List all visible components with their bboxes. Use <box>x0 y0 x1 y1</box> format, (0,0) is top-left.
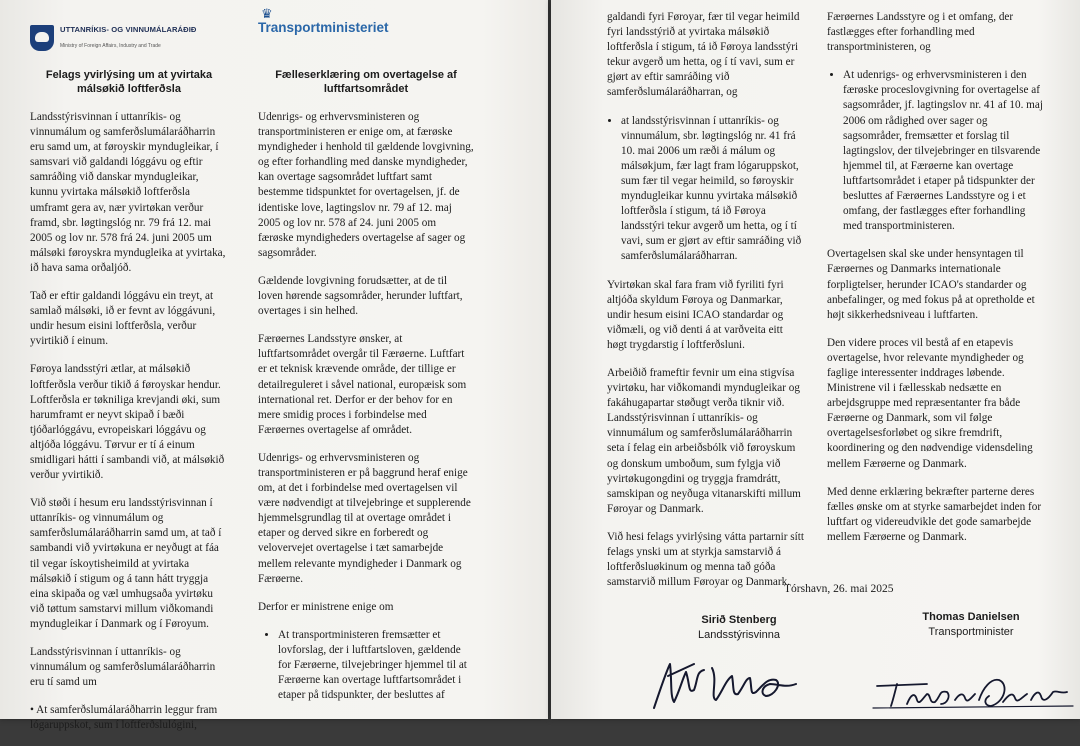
paragraph: Tað er eftir galdandi lóggávu ein treyt, at samlað málsøki, ið er fevnt av lóggávuni, undir hesum eisini loftferðsla, verður yvirtikið í einum. <box>30 290 216 348</box>
list-item: • At udenrigs- og erhvervsministeren i den færøske proceslovgivning for overtagelse af sagsområder, jf. lagtingslov nr. 41 af 10. maj 2006 om rådighed over sager og sagsområder, fremsætter et forslag til lagtingslov, der tilvejebringer en tilsvarende hjemmel til, at Færøerne kan overtage luftfartsområdet i etaper på tidspunkter der besluttes af Færøernes Landsstyre og i et omfang, der fastlægges efter forhandling med transportministeren. <box>843 68 1043 234</box>
bullet-list <box>607 114 805 265</box>
faroese-ministry-logo <box>30 18 228 58</box>
danish-ministry-name: Transportministeriet <box>258 20 389 35</box>
faroese-column-left <box>30 18 228 746</box>
danish-heading: Fælleserklæring om overtagelse af luftfartsområdet <box>275 69 457 95</box>
paragraph: Yvirtøkan skal fara fram við fyriliti fyri altjóða skyldum Føroya og Danmarkar, undir hesum eisini ICAO standardar og viðmæli, og við denti á at varðveita eitt høgt trygdarstig í loftferðsluni. <box>607 278 784 351</box>
signatory-name-faroese: Sirið Stenberg <box>701 614 777 626</box>
paragraph: Færøernes Landsstyre og i et omfang, der fastlægges efter forhandling med transportministeren, og <box>827 11 1014 54</box>
paragraph: Udenrigs- og erhvervsministeren og transportministeren er på baggrund heraf enige om, at det i forbindelse med overtagelsen vil være nødvendigt at tilvejebringe et supplerende hjemmelsgrundlag til at overtage området i etaper og derved sikre en forberedt og velovervejet overtagelse i tæt samarbejde mellem relevante myndigheder i Danmark og Færøerne. <box>258 451 471 585</box>
paragraph: Færøernes Landsstyre ønsker, at luftfartsområdet overgår til Færøerne. Luftfart er et teknisk krævende område, der tillige er detailreguleret i såvel national, europæisk som international ret. Derfor er der behov for en mere smidig proces i forbindelse med Færøernes overtagelse af området. <box>258 333 467 436</box>
signatory-title-danish: Transportminister <box>928 626 1014 638</box>
paragraph: Overtagelsen skal ske under hensyntagen til Færøernes og Danmarks internationale forpligtelser, herunder ICAO's standarder og anbefalinger, og med fokus på at opretholde et højt sikkerhedsniveau i luftfarten. <box>827 248 1035 321</box>
faroese-ministry-name: UTTANRÍKIS- OG VINNUMÁLARÁÐIÐ <box>60 25 197 35</box>
danish-column-right <box>827 10 1043 558</box>
signatory-name-danish: Thomas Danielsen <box>922 611 1020 623</box>
paragraph: Við støði í hesum eru landsstýrisvinnan í uttanríkis- og vinnumálum og samferðslumálaráðharrin samd um, at tað í sambandi við yvirtøkuna er neyðugt at fáa til vegar ískoytisheimild at yvirtaka málsøkið í stigum og á tann hátt tryggja eina skipaða og væl umhugsaða yvirtøku við tøttum samstarvi millum viðkomandi myndugleikar í Danmark og í Føroyum. <box>30 497 222 630</box>
list-item: • at landsstýrisvinnan í uttanríkis- og vinnumálum, sbr. løgtingslóg nr. 41 frá 10. mai 2006 um ræði á málum og málsøkjum, fær lagt fram lógaruppskot, sum fær til vegar heimild, so føroyskir myndugleikar kunnu yvirtaka málsøkið loftferðsla í stigum, tá ið Føroya landsstýri tekur avgerð um hetta, og í tí vavi, sum er gjørt av eftir samráðing við samferðslumálaráðharran. <box>621 114 805 265</box>
signatory-title-faroese: Landsstýrisvinna <box>698 629 780 641</box>
bullet-list <box>827 68 1043 234</box>
signature-stenberg <box>646 650 816 716</box>
bullet-list <box>30 703 228 733</box>
paragraph: Derfor er ministrene enige om <box>258 600 394 613</box>
danish-ministry-logo <box>258 8 474 58</box>
danish-column-left <box>258 8 474 716</box>
faroese-heading: Felags yvirlýsing um at yvirtaka málsøkið loftferðsla <box>45 69 213 95</box>
paragraph: Við hesi felags yvirlýsing vátta partarnir sítt felags ynski um at styrkja samstarvið á loftferðsluøkinum og menna tað góða samstarvið millum Føroyar og Danmark. <box>607 530 804 589</box>
faroese-ministry-subtitle: Ministry of Foreign Affairs, Industry and Trade <box>60 42 161 49</box>
paragraph: Landsstýrisvinnan í uttanríkis- og vinnumálum og samferðslumálaráðharrin eru tí samd um <box>30 646 216 689</box>
paragraph: Føroya landsstýri ætlar, at málsøkið loftferðsla verður tikið á føroyskar hendur. Loftferðsla er tøkniliga krevjandi øki, sum harumframt er neyvt skipað í bæði tjóðarlóggávu, evropeiskari lóggávu og altjóða lóggávu. Tørvur er tí á einum smidligari hátti í sambandi við, at málsøkið verður yvirtikið. <box>30 363 225 482</box>
paragraph: Gældende lovgivning forudsætter, at de til loven hørende sagsområder, herunder luftfart, overtages i sin helhed. <box>258 274 463 318</box>
document-page-left <box>0 0 548 732</box>
paragraph: galdandi fyri Føroyar, fær til vegar heimild fyri landsstýrið at yvirtaka málsøkið loftferðsla í stigum, tá ið Føroya landsstýri tekur avgerð um hetta, og í tí vavi, sum er gjørt av eftir samráðing við samferðslumálaráðharran, og <box>607 11 800 99</box>
paragraph: Den videre proces vil bestå af en etapevis overtagelse, hvor relevante myndigheder og faglige interessenter inddrages løbende. Ministrene vil i fællesskab nedsætte en arbejdsgruppe med repræsentanter fra både Færøerne og Danmark, som vil følge overtagelsesforløbet og sikre fremdrift, koordinering og den nødvendige vidensdeling mellem Færøerne og Danmark. <box>827 336 1033 470</box>
list-item: • At transportministeren fremsætter et lovforslag, der i luftfartsloven, gældende for Færøerne, tilvejebringer hjemmel til at Færøerne kan overtage luftfartsområdet i etaper på tidspunkter, der besluttes af <box>278 628 474 703</box>
faroese-column-right <box>607 10 805 603</box>
paragraph: Landsstýrisvinnan í uttanríkis- og vinnumálum og samferðslumálaráðharrin eru samd um, at føroyskir myndugleikar, í samsvari við galdandi lóggávu og eftir samráðing við danskar myndugleikar, kunnu yvirtaka málsøkið loftferðsla umframt gera av, nær yvirtøkan verður framd, sbr. løgtingslóg nr. 79 frá 12. mai 2005 og lov nr. 578 frá 24. juni 2005 um málsøki føroyskra myndugleika at yvirtaka, ið hava sama orðaljóð. <box>30 111 226 274</box>
document-page-right <box>551 0 1080 719</box>
crown-icon: ♛ <box>261 6 273 21</box>
signature-danielsen <box>867 664 1079 714</box>
paragraph: Arbeiðið frameftir fevnir um eina stigvísa yvirtøku, har viðkomandi myndugleikar og fakáhugapartar støðugt verða tiknir við. Landsstýrisvinnan í uttanríkis- og vinnumálum og samferðslumálaráðharrin seta í felag ein arbeiðsbólk við føroyskum og donskum umboðum, sum fylgja við yvirtøkugongdini og tryggja framdrátt, samskipan og neyðuga vitanarskifti millum Føroyar og Danmark. <box>607 366 801 515</box>
bullet-list <box>258 628 474 703</box>
place-and-date: Tórshavn, 26. mai 2025 <box>784 583 894 595</box>
faroese-coat-of-arms-icon <box>30 25 54 51</box>
paragraph: Udenrigs- og erhvervsministeren og transportministeren er enige om, at færøske myndigheder i henhold til gældende lovgivning, og efter forhandling med danske myndigheder, kan overtage sagsområdet luftfart samt bestemme tidspunktet for overtagelsen, jf. de identiske love, lagtingslov nr. 79 af 12. maj 2005 og lov nr. 578 af 24. juni 2005 om færøske myndigheders overtagelse af sager og sagsområder. <box>258 111 474 259</box>
list-item: • At samferðslumálaráðharrin leggur fram lógaruppskot, sum í loftferðslulógini, <box>30 704 218 732</box>
paragraph: Med denne erklæring bekræfter parterne deres fælles ønske om at styrke samarbejdet inden for luftfart og videreudvikle det gode samarbejde mellem Færøerne og Danmark. <box>827 485 1042 543</box>
